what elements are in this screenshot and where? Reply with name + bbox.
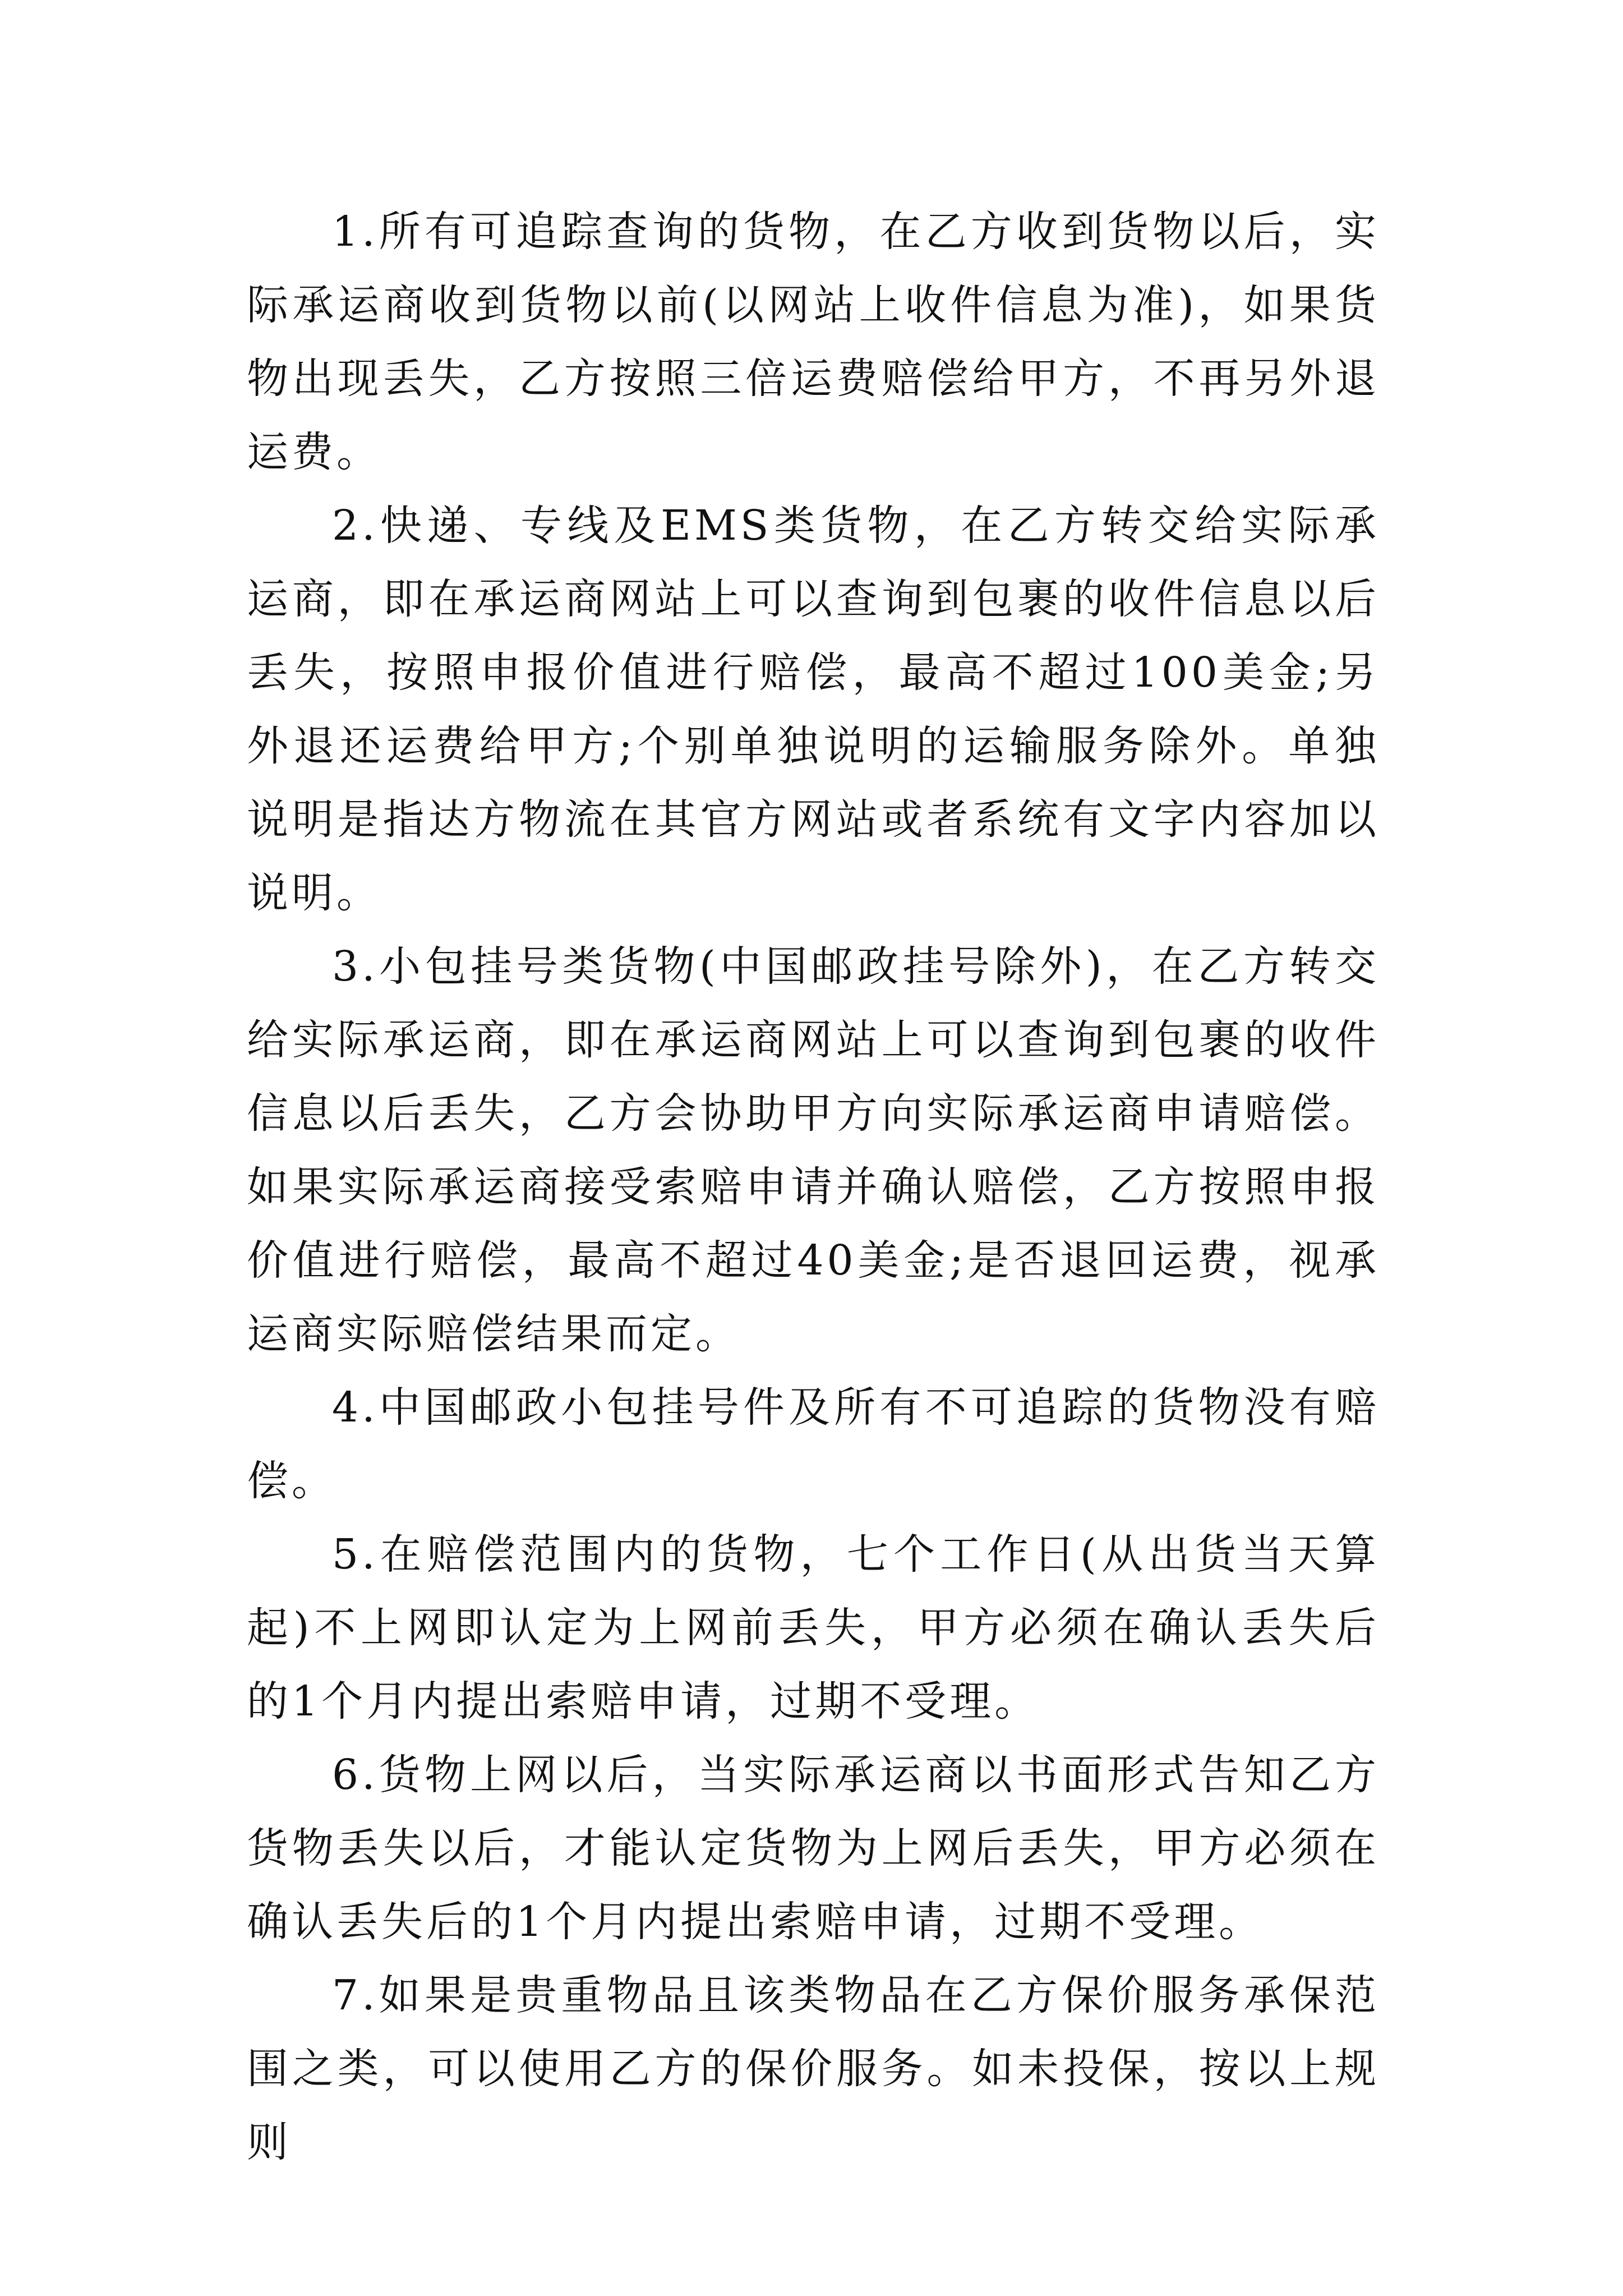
paragraph-2: 2.快递、专线及EMS类货物，在乙方转交给实际承运商，即在承运商网站上可以查询到包裹的收件信息以后丢失，按照申报价值进行赔偿，最高不超过100美金;另外退还运费给甲方;个别单独说明的运输服务除外。单独说明是指达方物流在其官方网站或者系统有文字内容加以说明。: [247, 501, 1380, 917]
paragraph-6: 6.货物上网以后，当实际承运商以书面形式告知乙方货物丢失以后，才能认定货物为上网后丢失，甲方必须在确认丢失后的1个月内提出索赔申请，过期不受理。: [247, 1751, 1380, 1946]
paragraph-1: 1.所有可追踪查询的货物，在乙方收到货物以后，实际承运商收到货物以前(以网站上收件信息为准)，如果货物出现丢失，乙方按照三倍运费赔偿给甲方，不再另外退运费。: [247, 208, 1380, 476]
document-body: [247, 195, 1380, 2179]
paragraph-5: 5.在赔偿范围内的货物，七个工作日(从出货当天算起)不上网即认定为上网前丢失，甲方必须在确认丢失后的1个月内提出索赔申请，过期不受理。: [247, 1530, 1380, 1726]
paragraph-3: 3.小包挂号类货物(中国邮政挂号除外)，在乙方转交给实际承运商，即在承运商网站上可以查询到包裹的收件信息以后丢失，乙方会协助甲方向实际承运商申请赔偿。如果实际承运商接受索赔申请并确认赔偿，乙方按照申报价值进行赔偿，最高不超过40美金;是否退回运费，视承运商实际赔偿结果而定。: [247, 942, 1380, 1358]
paragraph-4: 4.中国邮政小包挂号件及所有不可追踪的货物没有赔偿。: [247, 1383, 1380, 1505]
paragraph-7: 7.如果是贵重物品且该类物品在乙方保价服务承保范围之类，可以使用乙方的保价服务。如未投保，按以上规则: [247, 1971, 1380, 2166]
